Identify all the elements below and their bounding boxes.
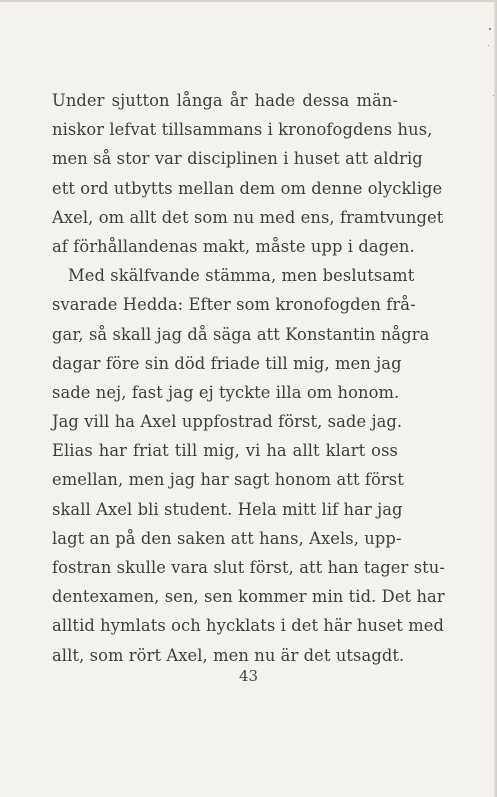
text-line: gar, så skall jag då säga att Konstantin några: [52, 324, 430, 344]
text-line: skall Axel bli student. Hela mitt lif har jag: [52, 499, 403, 519]
page-number: 43: [238, 667, 259, 685]
text-line: dagar före sin död friade till mig, men jag: [52, 353, 402, 373]
text-line: emellan, men jag har sagt honom att först: [52, 470, 404, 490]
page-top-edge: [0, 0, 497, 2]
ink-speck: [493, 95, 494, 96]
body-text: [52, 86, 445, 670]
text-line: Axel, om allt det som nu med ens, framtvunget: [52, 207, 444, 227]
text-line: alltid hymlats och hycklats i det här huset med: [52, 616, 444, 636]
text-line: Elias har friat till mig, vi ha allt klart oss: [52, 441, 398, 461]
text-line: af förhållandenas makt, måste upp i dagen.: [52, 236, 415, 256]
text-line: men så stor var disciplinen i huset att aldrig: [52, 149, 423, 169]
ink-speck: [488, 45, 489, 46]
text-line: sade nej, fast jag ej tyckte illa om honom.: [52, 382, 400, 402]
ink-speck: [489, 28, 491, 30]
text-line: svarade Hedda: Efter som kronofogden frå-: [52, 295, 416, 315]
text-line: lagt an på den saken att hans, Axels, upp-: [52, 528, 402, 548]
text-line: Under sjutton långa år hade dessa män-: [52, 91, 398, 110]
text-line: allt, som rört Axel, men nu är det utsagdt.: [52, 645, 405, 665]
text-line: Med skälfvande stämma, men beslutsamt: [68, 266, 415, 286]
text-line: Jag vill ha Axel uppfostrad först, sade jag.: [52, 412, 403, 432]
text-line: fostran skulle vara slut först, att han tager stu-: [52, 558, 445, 577]
text-line: dentexamen, sen, sen kommer min tid. Det har: [52, 587, 445, 607]
text-line: ett ord utbytts mellan dem om denne olycklige: [52, 178, 443, 198]
text-line: niskor lefvat tillsammans i kronofogdens hus,: [52, 120, 433, 140]
